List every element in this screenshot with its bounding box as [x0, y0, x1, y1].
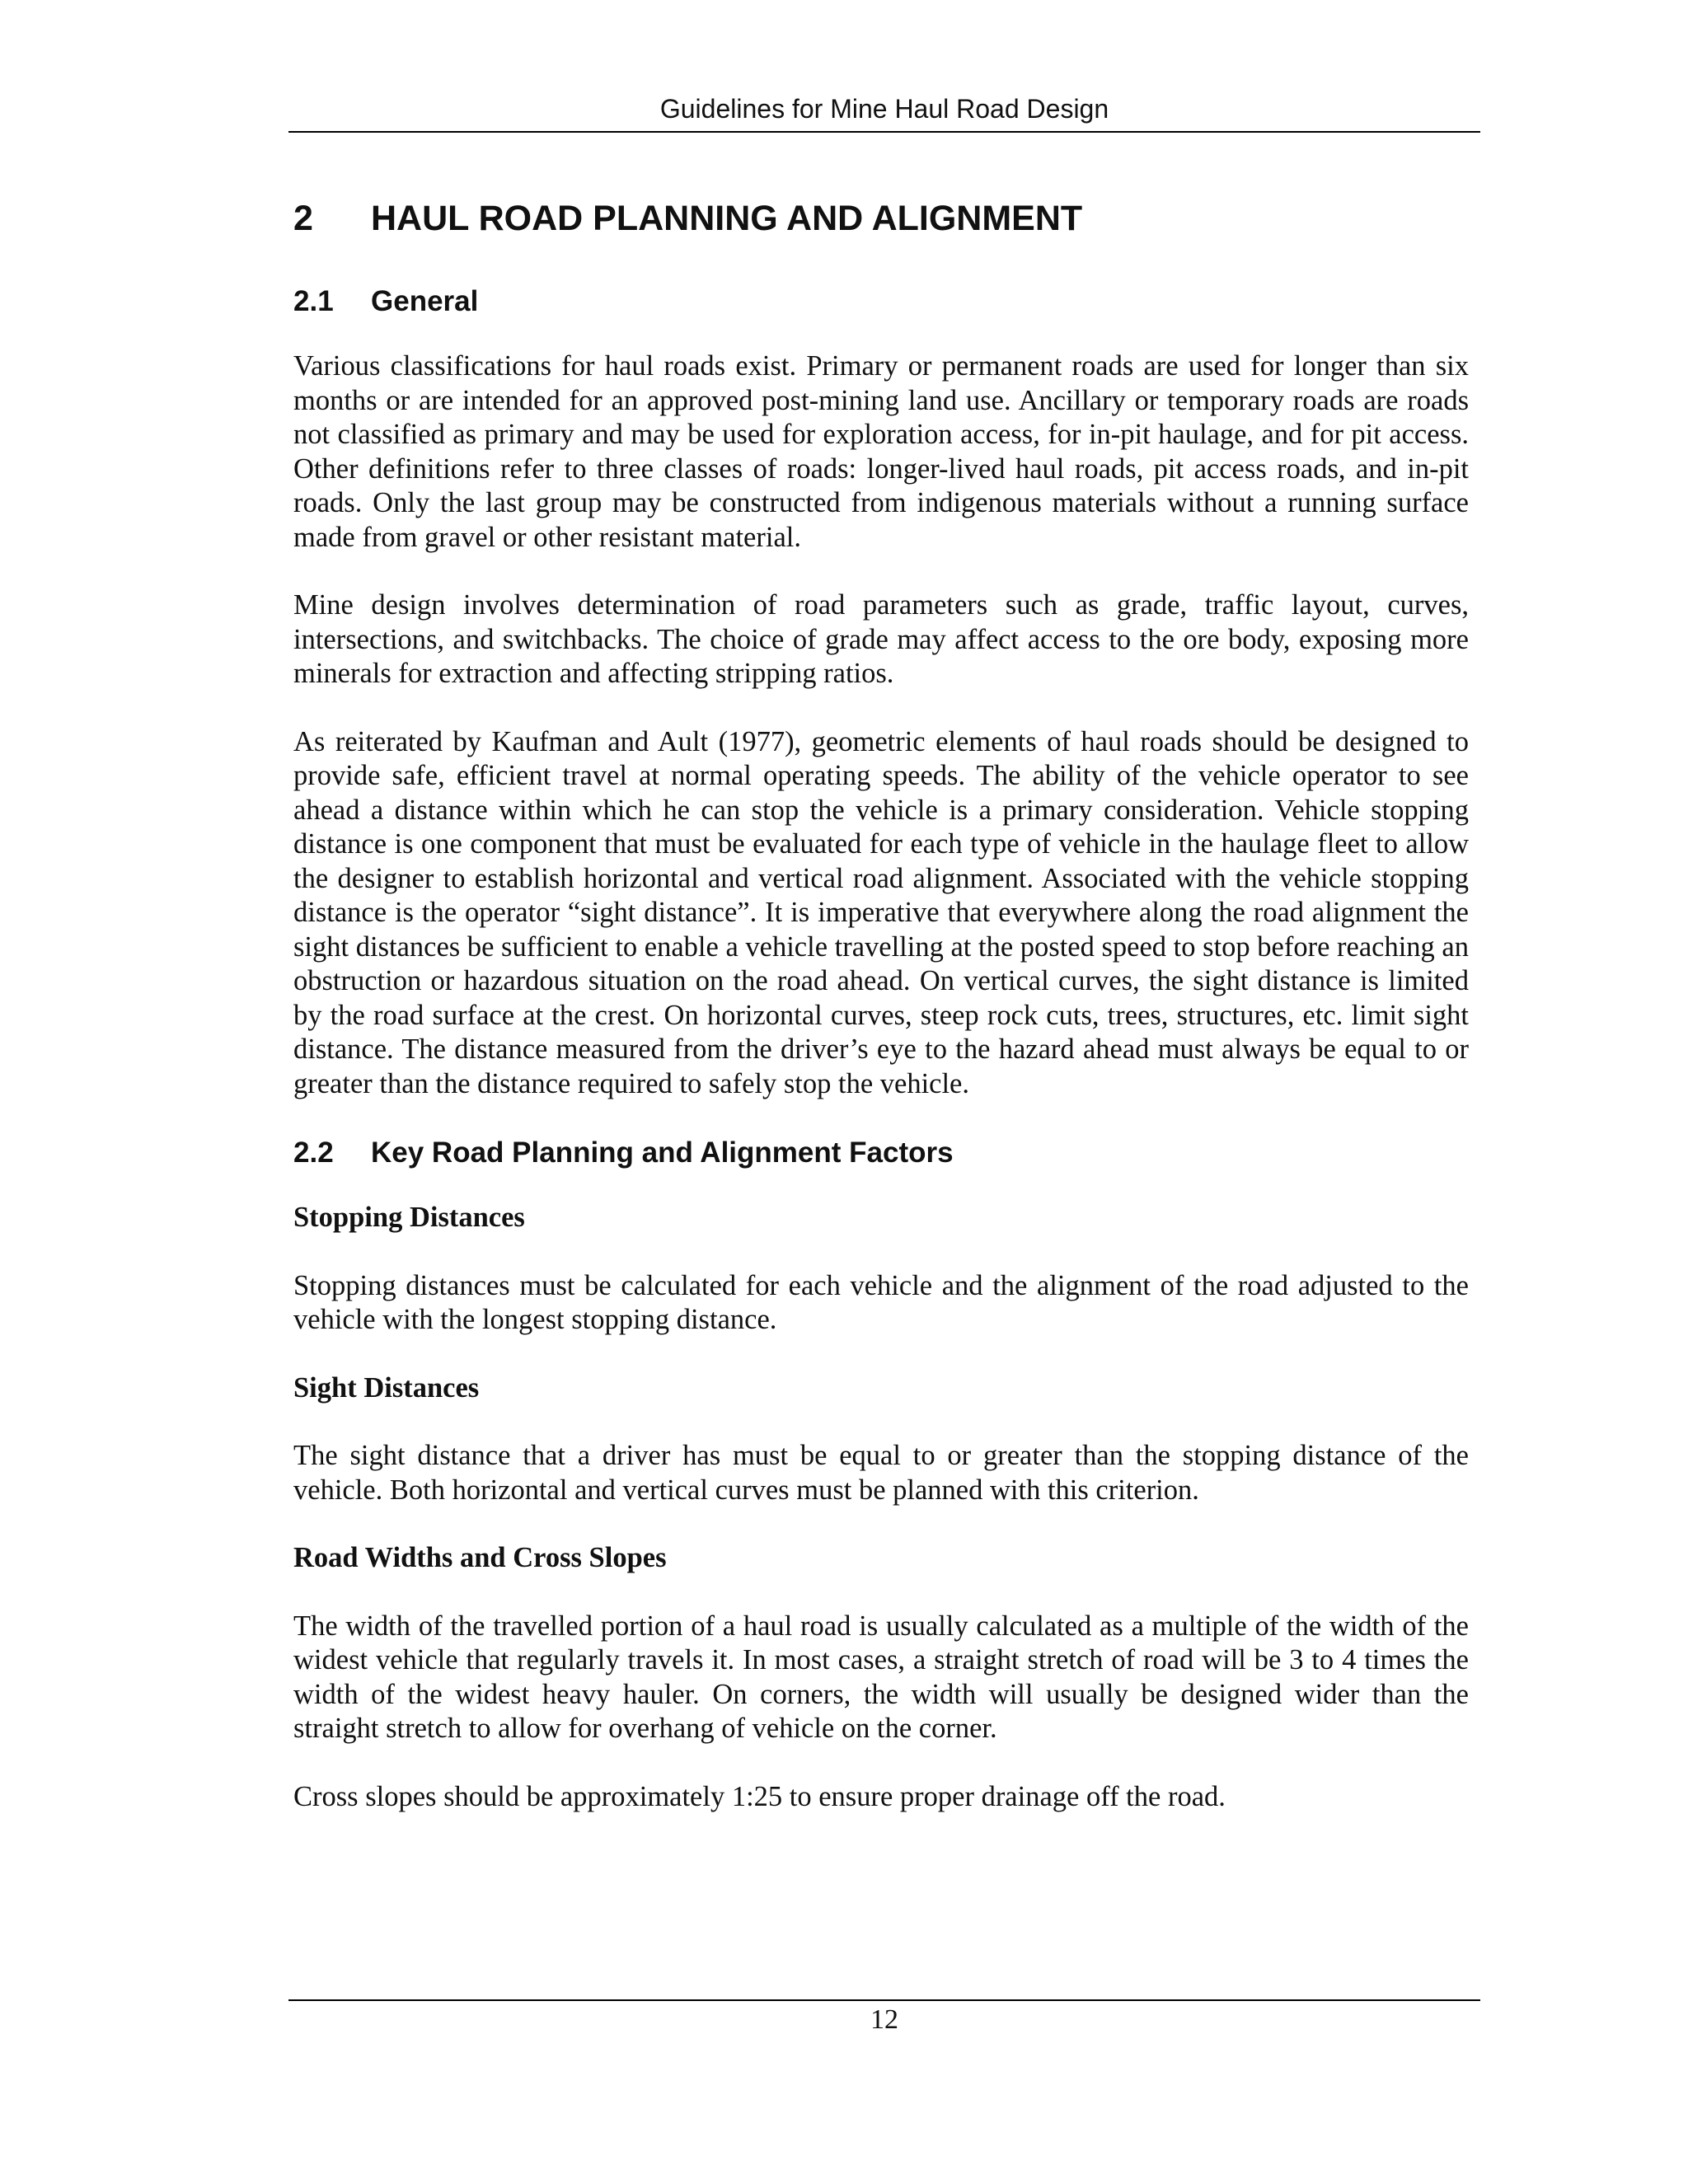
chapter-number: 2 — [293, 199, 313, 238]
paragraph: As reiterated by Kaufman and Ault (1977), geometric elements of haul roads should be designed to provide safe, efficient travel at normal operating speeds. The ability of the vehicle operator to see ahead a distance within which he can stop the vehicle is a primary consideration. Vehicle stopping distance is one component that must be evaluated for each type of vehicle in the haulage fleet to allow the designer to establish horizontal and vertical road alignment. Associated with the vehicle stopping distance is the operator “sight distance”. It is imperative that everywhere along the road alignment the sight distances be sufficient to enable a vehicle travelling at the posted speed to stop before reaching an obstruction or hazardous situation on the road ahead. On vertical curves, the sight distance is limited by the road surface at the crest. On horizontal curves, steep rock cuts, trees, structures, etc. limit sight distance. The distance measured from the driver’s eye to the hazard ahead must always be equal to or greater than the distance required to safely stop the vehicle. — [293, 725, 1469, 1099]
paragraph: Mine design involves determination of road parameters such as grade, traffic layout, curves, intersections, and switchbacks. The choice of grade may affect access to the ore body, exposing more minerals for extraction and affecting stripping ratios. — [293, 589, 1469, 689]
chapter-title: HAUL ROAD PLANNING AND ALIGNMENT — [371, 199, 1083, 238]
header-rule — [288, 131, 1480, 133]
section-number: 2.2 — [293, 1137, 334, 1169]
section-heading-general — [293, 284, 1469, 320]
running-header: Guidelines for Mine Haul Road Design — [659, 94, 1109, 124]
section-title: Key Road Planning and Alignment Factors — [371, 1137, 954, 1169]
page-number: 12 — [870, 2004, 898, 2035]
subheading-stopping-distances: Stopping Distances — [293, 1202, 525, 1233]
section-heading-key-factors — [293, 1135, 1469, 1171]
page-body — [293, 196, 1469, 1848]
paragraph: Various classifications for haul roads exist. Primary or permanent roads are used for longer than six months or are intended for an approved post-mining land use. Ancillary or temporary roads are roads not classified as primary and may be used for exploration access, for in-pit haulage, and for pit access. Other definitions refer to three classes of roads: longer-lived haul roads, pit access roads, and in-pit roads. Only the last group may be constructed from indigenous materials without a running surface made from gravel or other resistant material. — [293, 350, 1469, 553]
footer-rule — [288, 1999, 1480, 2001]
paragraph: Stopping distances must be calculated for each vehicle and the alignment of the road adjusted to the vehicle with the longest stopping distance. — [293, 1269, 1469, 1335]
paragraph: Cross slopes should be approximately 1:25 to ensure proper drainage off the road. — [293, 1780, 1226, 1812]
section-title: General — [371, 285, 479, 317]
paragraph: The sight distance that a driver has must be equal to or greater than the stopping distance of the vehicle. Both horizontal and vertical curves must be planned with this criterion. — [293, 1440, 1469, 1506]
chapter-heading — [293, 196, 1469, 241]
paragraph: The width of the travelled portion of a haul road is usually calculated as a multiple of the width of the widest vehicle that regularly travels it. In most cases, a straight stretch of road will be 3 to 4 times the width of the widest heavy hauler. On corners, the width will usually be designed wider than the straight stretch to allow for overhang of vehicle on the corner. — [293, 1610, 1469, 1744]
subheading-sight-distances: Sight Distances — [293, 1371, 480, 1404]
section-number: 2.1 — [293, 285, 334, 317]
subheading-road-widths: Road Widths and Cross Slopes — [293, 1542, 667, 1573]
